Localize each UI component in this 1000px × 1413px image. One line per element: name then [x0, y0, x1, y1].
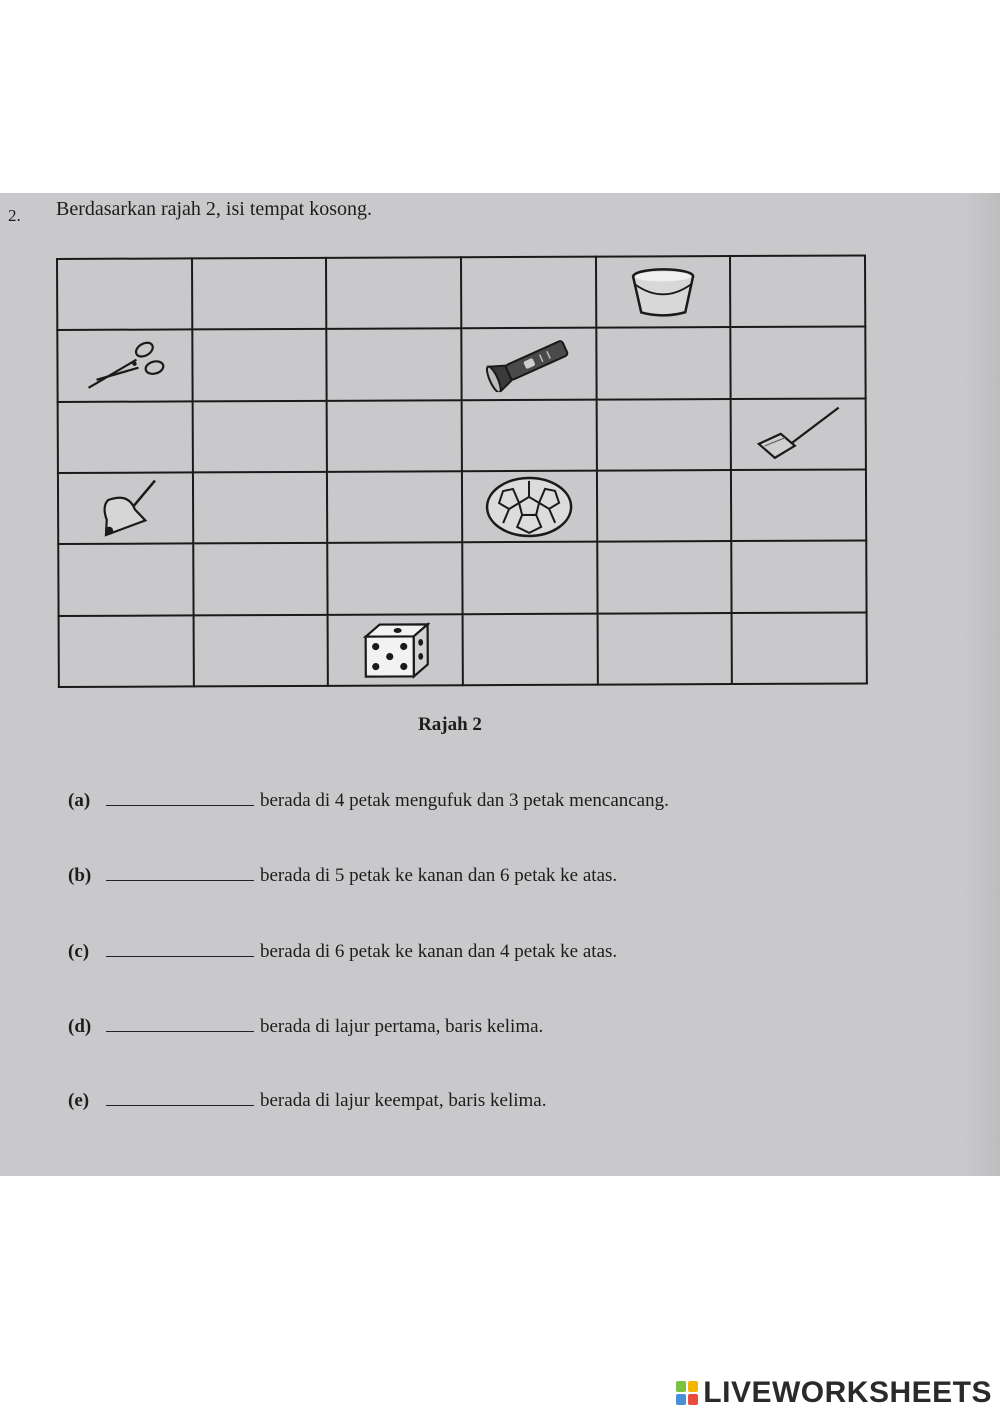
- brand-name: LIVEWORKSHEETS: [703, 1376, 992, 1409]
- grid-cell: [193, 543, 328, 615]
- grid-row-6: [59, 612, 867, 687]
- dice-icon: [357, 619, 433, 681]
- instruction-text: Berdasarkan rajah 2, isi tempat kosong.: [56, 198, 373, 220]
- grid-cell: [462, 399, 597, 471]
- question-label: (b): [68, 865, 92, 886]
- question-label: (d): [68, 1016, 92, 1037]
- grid-cell: [596, 256, 731, 328]
- grid-cell: [192, 258, 327, 330]
- question-c: [68, 941, 617, 963]
- grid-cell: [327, 400, 462, 472]
- question-text: berada di 5 petak ke kanan dan 6 petak ke atas.: [260, 865, 618, 886]
- question-text: berada di lajur keempat, baris kelima.: [260, 1090, 547, 1111]
- grid-cell: [730, 255, 865, 327]
- grid-cell: [732, 612, 867, 684]
- bell-icon: [83, 476, 167, 540]
- grid-cell: [462, 542, 597, 614]
- grid-cell: [462, 471, 597, 543]
- answer-blank[interactable]: [106, 866, 254, 881]
- grid-cell: [58, 472, 193, 544]
- grid-cell: [58, 401, 193, 473]
- grid-cell: [193, 614, 328, 686]
- question-label: (a): [68, 790, 91, 811]
- grid-row-1: [57, 255, 865, 330]
- grid-row-4: [58, 469, 866, 544]
- bucket-icon: [623, 264, 703, 320]
- grid-cell: [597, 613, 732, 685]
- grid-cell: [596, 327, 731, 399]
- grid-cell: [327, 329, 462, 401]
- answer-blank[interactable]: [106, 1091, 254, 1106]
- grid-row-5: [58, 541, 866, 616]
- question-a: [68, 790, 669, 812]
- grid-row-2: [57, 327, 865, 402]
- rajah-grid: [56, 254, 868, 688]
- question-e: [68, 1090, 546, 1112]
- dustpan-icon: [750, 404, 846, 464]
- liveworksheets-logo[interactable]: [675, 1376, 992, 1410]
- question-label: (e): [68, 1090, 90, 1111]
- question-d: [68, 1016, 543, 1038]
- grid-cell: [597, 470, 732, 542]
- grid-cell: [59, 615, 194, 687]
- grid-table: [56, 254, 868, 688]
- grid-cell: [57, 330, 192, 402]
- grid-cell: [327, 471, 462, 543]
- grid-cell: [463, 613, 598, 685]
- grid-cell: [57, 258, 192, 330]
- grid-cell: [596, 399, 731, 471]
- grid-row-3: [58, 398, 866, 473]
- question-number: 2.: [8, 206, 21, 225]
- liveworksheets-logo-icon: [675, 1380, 699, 1406]
- question-text: berada di lajur pertama, baris kelima.: [260, 1016, 544, 1037]
- grid-cell: [328, 614, 463, 686]
- answer-blank[interactable]: [106, 1017, 254, 1032]
- grid-cell: [731, 398, 866, 470]
- flashlight-icon: [481, 336, 577, 392]
- figure-caption: Rajah 2: [418, 714, 482, 735]
- grid-cell: [732, 541, 867, 613]
- grid-cell: [461, 257, 596, 329]
- grid-cell: [731, 469, 866, 541]
- grid-cell: [193, 472, 328, 544]
- answer-blank[interactable]: [106, 791, 254, 806]
- grid-cell: [192, 329, 327, 401]
- scissors-icon: [79, 337, 171, 393]
- grid-cell: [731, 327, 866, 399]
- ball-icon: [481, 474, 577, 538]
- grid-cell: [192, 400, 327, 472]
- grid-cell: [58, 544, 193, 616]
- grid-cell: [461, 328, 596, 400]
- question-b: [68, 865, 617, 887]
- grid-cell: [597, 541, 732, 613]
- question-text: berada di 6 petak ke kanan dan 4 petak ke atas.: [260, 941, 618, 962]
- question-text: berada di 4 petak mengufuk dan 3 petak mencancang.: [260, 790, 669, 811]
- grid-cell: [326, 257, 461, 329]
- answer-blank[interactable]: [106, 942, 254, 957]
- grid-cell: [328, 543, 463, 615]
- question-label: (c): [68, 941, 90, 962]
